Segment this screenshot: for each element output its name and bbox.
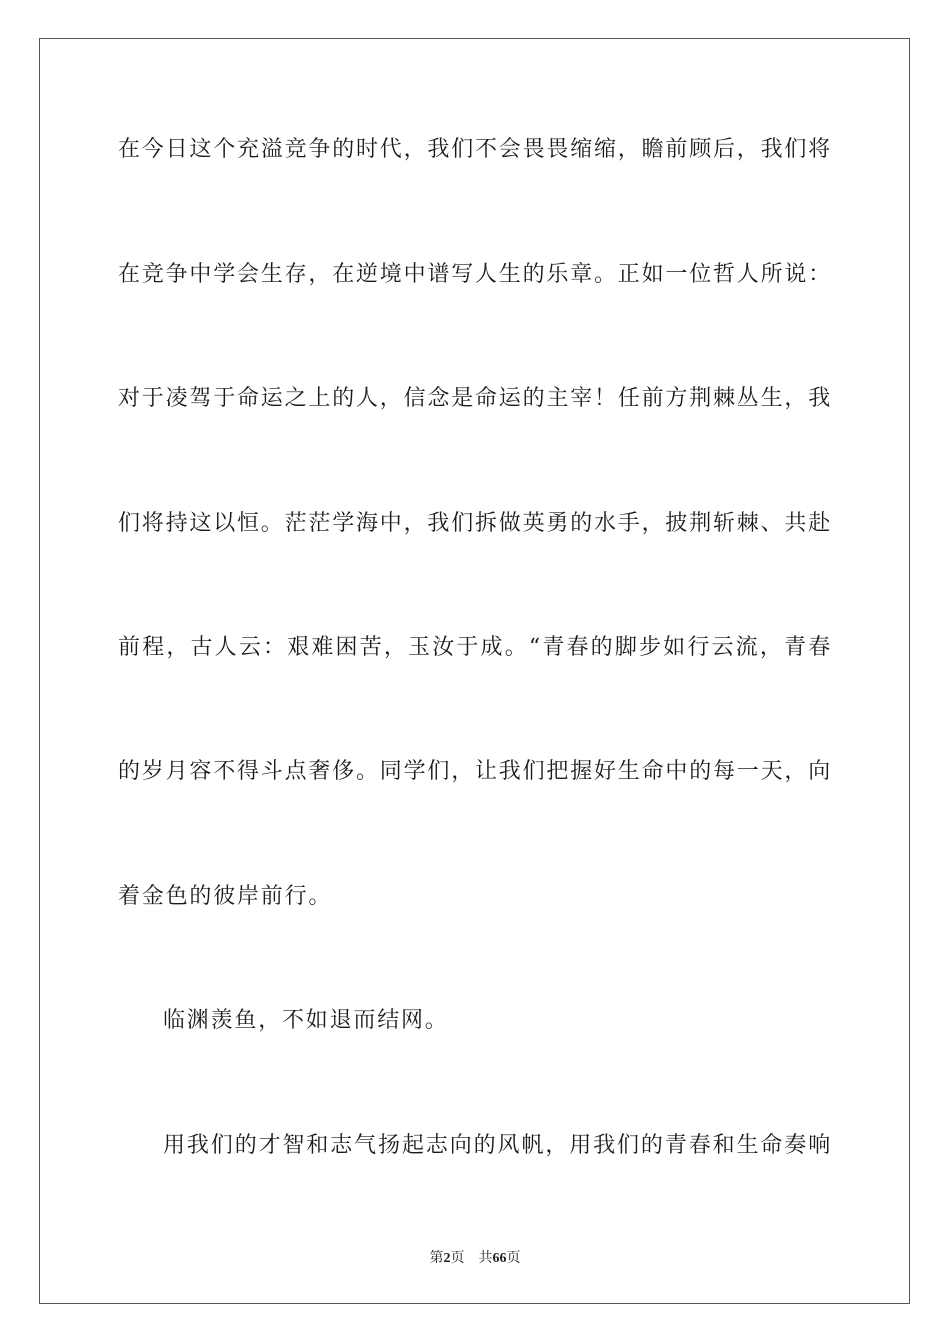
paragraph-line-7: 着金色的彼岸前行。 xyxy=(118,884,333,909)
paragraph-line-5: 前程，古人云：艰难困苦，玉汝于成。“青春的脚步如行云流，青春 xyxy=(118,635,832,660)
total-prefix: 共 xyxy=(478,1250,493,1266)
page-suffix: 页 xyxy=(450,1250,465,1266)
paragraph-line-6: 的岁月容不得斗点奢侈。同学们，让我们把握好生命中的每一天，向 xyxy=(118,759,833,784)
page-footer xyxy=(0,1249,950,1268)
page-border xyxy=(39,38,910,1304)
total-pages: 66 xyxy=(492,1251,507,1266)
page-number: 2 xyxy=(443,1251,451,1266)
total-suffix: 页 xyxy=(506,1250,521,1266)
paragraph-line-2: 在竞争中学会生存，在逆境中谱写人生的乐章。正如一位哲人所说： xyxy=(118,262,833,287)
paragraph-line-8: 临渊羡鱼，不如退而结网。 xyxy=(163,1008,449,1033)
paragraph-line-3: 对于凌驾于命运之上的人，信念是命运的主宰！任前方荆棘丛生，我 xyxy=(118,386,833,411)
paragraph-line-1: 在今日这个充溢竞争的时代，我们不会畏畏缩缩，瞻前顾后，我们将 xyxy=(118,137,833,162)
page-prefix: 第 xyxy=(429,1250,444,1266)
paragraph-line-4: 们将持这以恒。茫茫学海中，我们拆做英勇的水手，披荆斩棘、共赴 xyxy=(118,511,833,536)
paragraph-line-9: 用我们的才智和志气扬起志向的风帆，用我们的青春和生命奏响 xyxy=(163,1133,832,1158)
